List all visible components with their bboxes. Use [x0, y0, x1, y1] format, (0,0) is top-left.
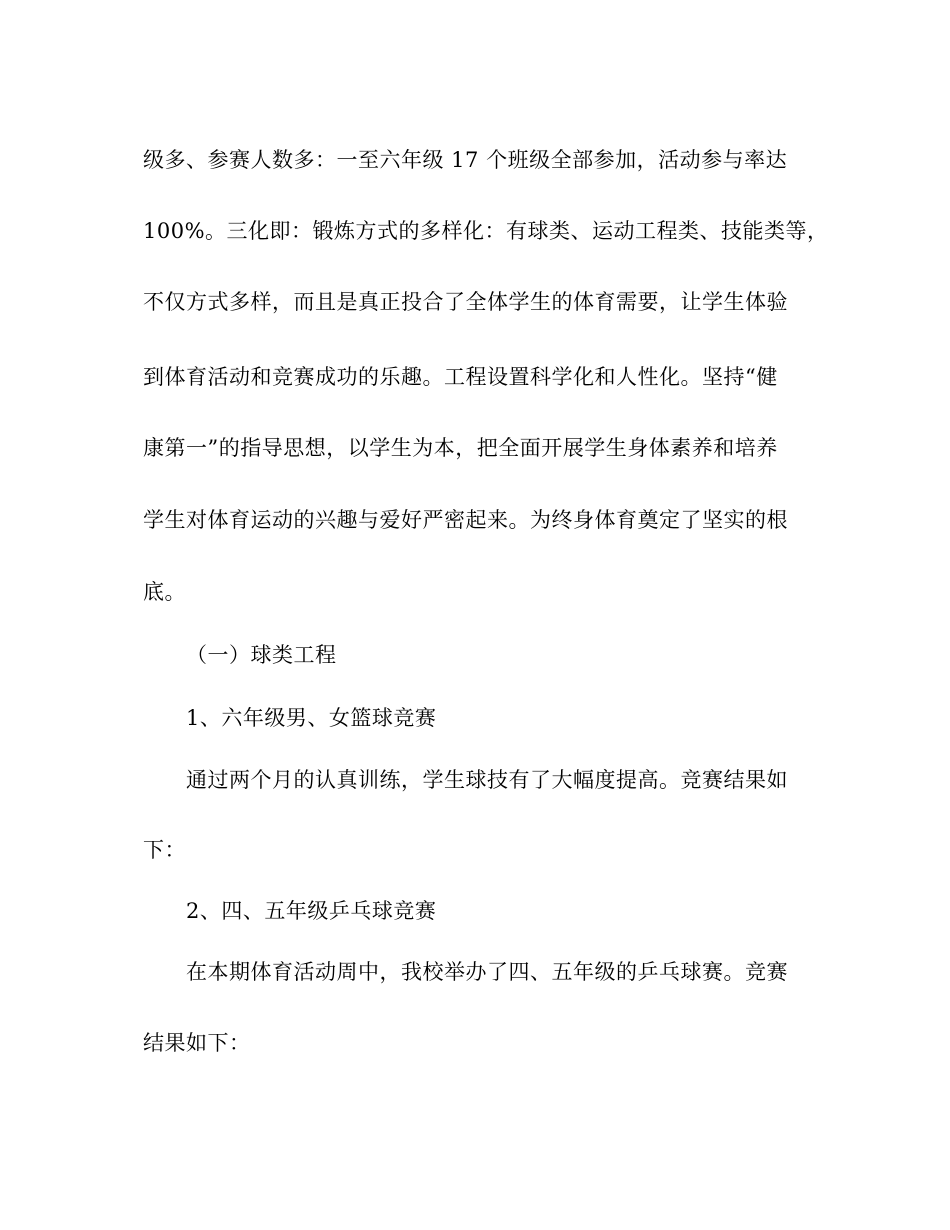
- paragraph-line: 康第一”的指导思想，以学生为本，把全面开展学生身体素养和培养: [143, 436, 778, 460]
- section-heading: （一）球类工程: [186, 643, 337, 667]
- paragraph-line: 级多、参赛人数多：一至六年级 17 个班级全部参加，活动参与率达: [143, 148, 788, 172]
- paragraph-line: 100%。三化即：锻炼方式的多样化：有球类、运动工程类、技能类等，: [143, 219, 829, 243]
- paragraph-line: 到体育活动和竞赛成功的乐趣。工程设置科学化和人性化。坚持“健: [143, 365, 778, 389]
- paragraph-line: 底。: [143, 580, 186, 604]
- paragraph-line: 通过两个月的认真训练，学生球技有了大幅度提高。竞赛结果如: [186, 768, 788, 792]
- paragraph-line: 学生对体育运动的兴趣与爱好严密起来。为终身体育奠定了坚实的根: [143, 508, 788, 532]
- paragraph-line: 不仅方式多样，而且是真正投合了全体学生的体育需要，让学生体验: [143, 290, 788, 314]
- item-title: 1、六年级男、女篮球竞赛: [186, 706, 437, 730]
- paragraph-line: 结果如下：: [143, 1031, 251, 1055]
- paragraph-line: 下：: [143, 838, 186, 862]
- item-title: 2、四、五年级乒乓球竞赛: [186, 899, 437, 923]
- paragraph-line: 在本期体育活动周中，我校举办了四、五年级的乒乓球赛。竞赛: [186, 960, 788, 984]
